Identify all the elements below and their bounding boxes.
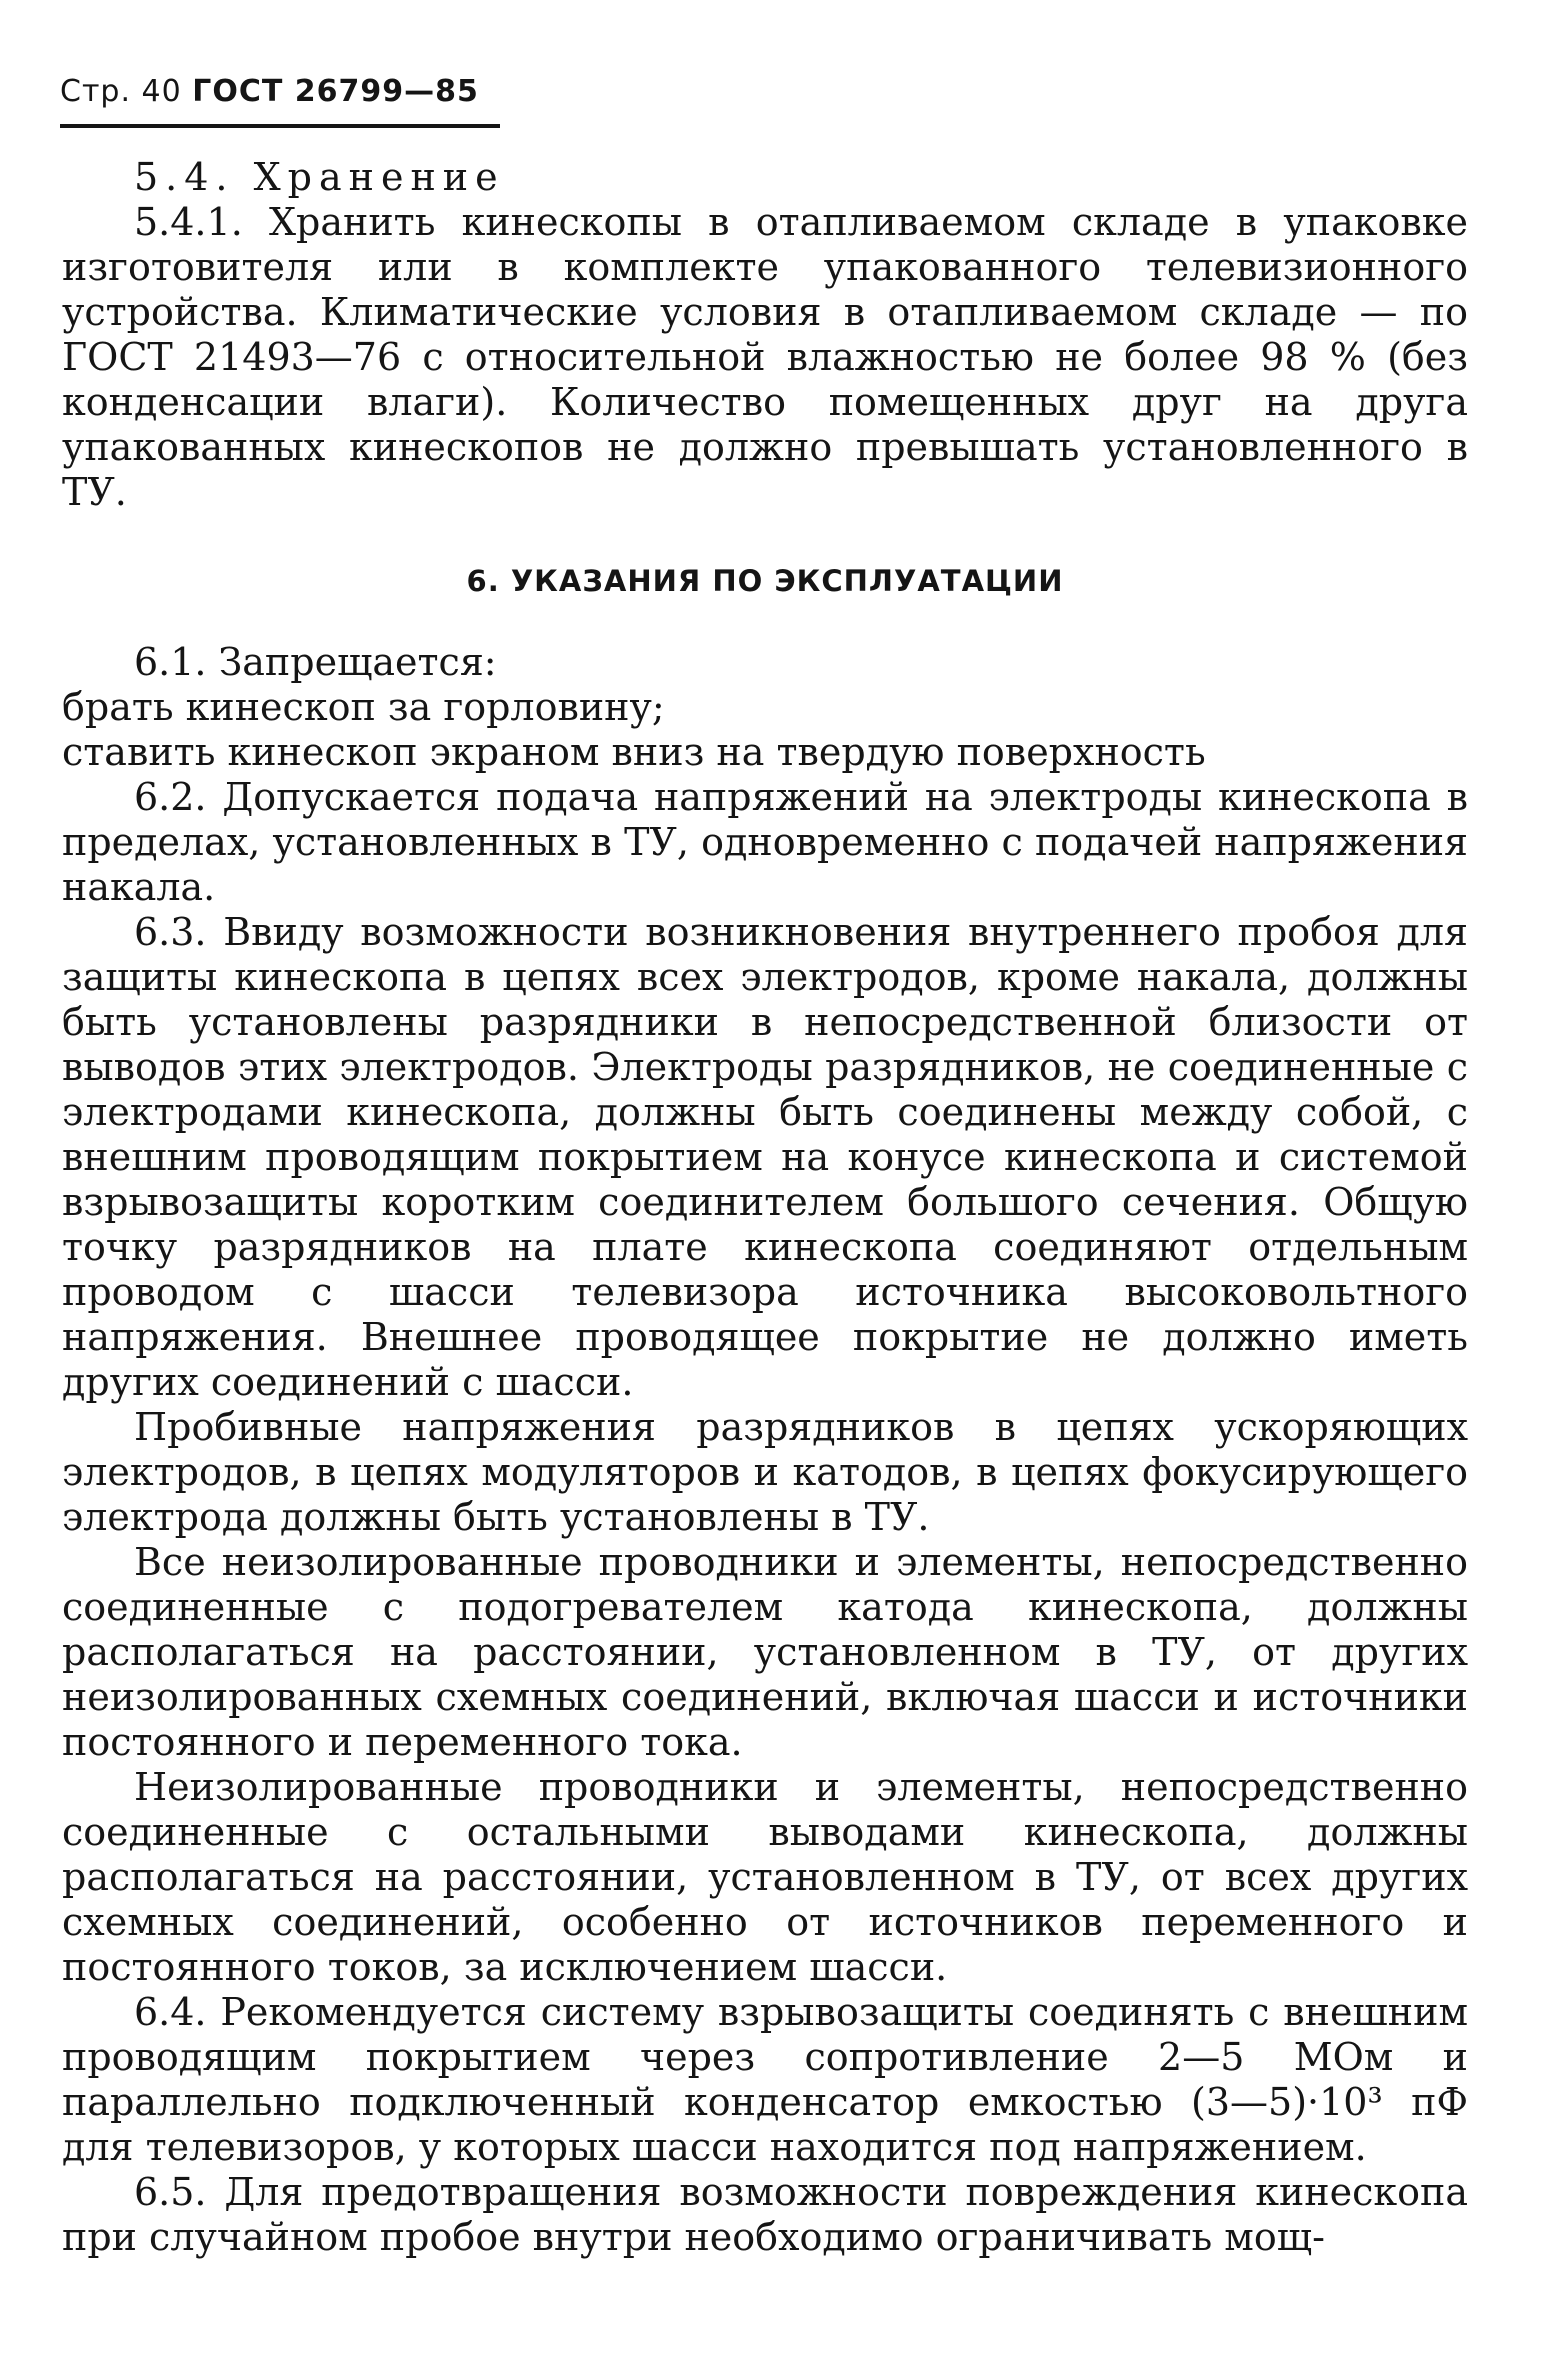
- paragraph-6-3-other-leads: Неизолированные проводники и элементы, непосредственно соединенные с остальными выводами кинескопа, должны располагаться на расстоянии, установленном в ТУ, от всех других схемных соединений, особенно от источников переменного и постоянного токов, за исключением шасси.: [62, 1765, 1468, 1989]
- page-number-label: Стр. 40: [60, 74, 182, 109]
- list-item-6-1-b: ставить кинескоп экраном вниз на твердую поверхность: [62, 730, 1206, 774]
- paragraph-5-4-1: 5.4.1. Хранить кинескопы в отапливаемом складе в упаковке изготовителя или в комплекте упакованного телевизионного устройства. Климатические условия в отапливаемом складе — по ГОСТ 21493—76 с относительной влажностью не более 98 % (без конденсации влаги). Количество помещенных друг на друга упакованных кинескопов не должно превышать установленного в ТУ.: [62, 200, 1468, 514]
- header-rule: [60, 124, 500, 128]
- running-header: [60, 74, 479, 109]
- paragraph-6-1: 6.1. Запрещается:: [134, 640, 497, 684]
- paragraph-6-3-breakdown: Пробивные напряжения разрядников в цепях ускоряющих электродов, в цепях модуляторов и катодов, в цепях фокусирующего электрода должны быть установлены в ТУ.: [62, 1405, 1468, 1539]
- paragraph-6-5: 6.5. Для предотвращения возможности повреждения кинескопа при случайном пробое внутри необходимо ограничивать мощ-: [62, 2170, 1468, 2259]
- paragraph-6-2: 6.2. Допускается подача напряжений на электроды кинескопа в пределах, установленных в ТУ, одновременно с подачей напряжения накала.: [62, 775, 1468, 909]
- paragraph-6-3-heater: Все неизолированные проводники и элементы, непосредственно соединенные с подогревателем катода кинескопа, должны располагаться на расстоянии, установленном в ТУ, от других неизолированных схемных соединений, включая шасси и источники постоянного и переменного тока.: [62, 1540, 1468, 1764]
- standard-designation: ГОСТ 26799—85: [192, 74, 479, 109]
- paragraph-6-3: 6.3. Ввиду возможности возникновения внутреннего пробоя для защиты кинескопа в цепях всех электродов, кроме накала, должны быть установлены разрядники в непосредственной близости от выводов этих электродов. Электроды разрядников, не соединенные с электродами кинескопа, должны быть соединены между собой, с внешним проводящим покрытием на конусе кинескопа и системой взрывозащиты коротким соединителем большого сечения. Общую точку разрядников на плате кинескопа соединяют отдельным проводом с шасси телевизора источника высоковольтного напряжения. Внешнее проводящее покрытие не должно иметь других соединений с шасси.: [62, 910, 1468, 1404]
- section-title-6: 6. УКАЗАНИЯ ПО ЭКСПЛУАТАЦИИ: [466, 564, 1064, 598]
- page-body: [62, 155, 1468, 2260]
- subsection-heading-storage: 5.4. Хранение: [134, 155, 505, 199]
- paragraph-6-4: 6.4. Рекомендуется систему взрывозащиты соединять с внешним проводящим покрытием через сопротивление 2—5 МОм и параллельно подключенный конденсатор емкостью (3—5)·10³ пФ для телевизоров, у которых шасси находится под напряжением.: [62, 1990, 1468, 2169]
- list-item-6-1-a: брать кинескоп за горловину;: [62, 685, 665, 729]
